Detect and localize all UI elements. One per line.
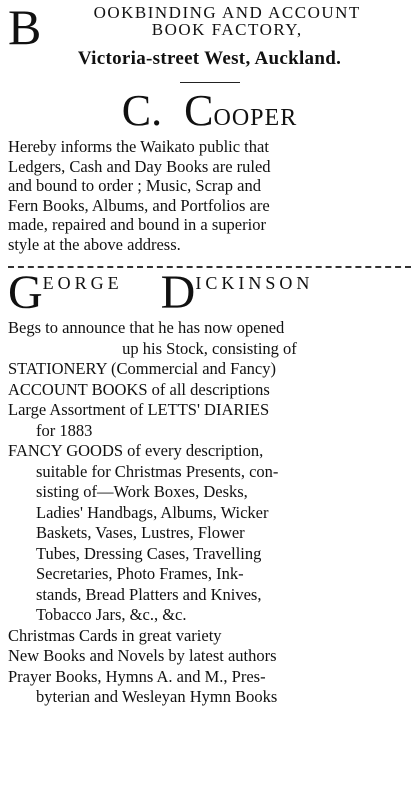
stock-item-prayer-books: Prayer Books, Hymns A. and M., Pres- <box>8 666 266 686</box>
short-divider-rule <box>180 82 240 83</box>
bookbinding-ad-title <box>8 0 411 55</box>
stock-item-christmas-cards: Christmas Cards in great variety <box>8 625 222 645</box>
title-line-2: BOOK FACTORY, <box>151 20 303 39</box>
body-line: and bound to order ; Music, Scrap and <box>8 176 261 195</box>
initial-c: C. <box>121 86 163 135</box>
fancy-line: Tobacco Jars, &c., &c. <box>36 605 187 624</box>
last-name <box>160 266 314 319</box>
stock-item-account-books: ACCOUNT BOOKS of all descriptions <box>8 379 270 399</box>
last-name-cap: D <box>160 266 196 319</box>
body-line: made, repaired and bound in a superior <box>8 215 266 234</box>
stock-list <box>8 318 411 708</box>
first-name <box>8 266 123 319</box>
fancy-line: Tubes, Dressing Cases, Travelling <box>36 543 262 563</box>
title-drop-cap: B <box>8 0 42 55</box>
surname-cap: C <box>184 86 214 135</box>
dashed-section-divider <box>8 266 411 268</box>
bookbinding-ad-body <box>8 137 411 254</box>
fancy-line: stands, Bread Platters and Knives, <box>36 584 262 604</box>
title-line-1: OOKBINDING AND ACCOUNT <box>93 3 361 22</box>
first-name-cap: G <box>8 266 43 319</box>
stock-item-stationery: STATIONERY (Commercial and Fancy) <box>8 359 276 378</box>
stock-item-diaries-cont: for 1883 <box>36 420 93 440</box>
fancy-line: sisting of—Work Boxes, Desks, <box>36 482 248 501</box>
fancy-line: Baskets, Vases, Lustres, Flower <box>36 523 245 542</box>
body-line: style at the above address. <box>8 234 181 254</box>
fancy-line: suitable for Christmas Presents, con- <box>36 461 279 481</box>
business-address: Victoria-street West, Auckland. <box>77 48 342 69</box>
body-line: Fern Books, Albums, and Portfolios are <box>8 195 270 215</box>
last-name-rest: ICKINSON <box>195 273 314 293</box>
intro-line: up his Stock, consisting of <box>122 338 297 358</box>
stock-item-diaries: Large Assortment of LETTS' DIARIES <box>8 400 270 419</box>
body-line: Ledgers, Cash and Day Books are ruled <box>8 156 271 176</box>
fancy-line: Secretaries, Photo Frames, Ink- <box>36 564 244 583</box>
proprietor-name-c-cooper <box>8 86 411 135</box>
merchant-name-george-dickinson <box>8 266 411 319</box>
surname-rest: OOPER <box>213 105 298 131</box>
stock-item-new-books: New Books and Novels by latest authors <box>8 646 277 665</box>
stock-item-fancy-goods <box>8 441 411 626</box>
first-name-rest: EORGE <box>42 273 123 293</box>
stock-item-prayer-books-cont: byterian and Wesleyan Hymn Books <box>36 687 278 706</box>
intro-line: Begs to announce that he has now opened <box>8 318 285 337</box>
fancy-line: FANCY GOODS of every description, <box>8 441 264 460</box>
fancy-line: Ladies' Handbags, Albums, Wicker <box>36 502 269 522</box>
body-line: Hereby informs the Waikato public that <box>8 137 269 156</box>
